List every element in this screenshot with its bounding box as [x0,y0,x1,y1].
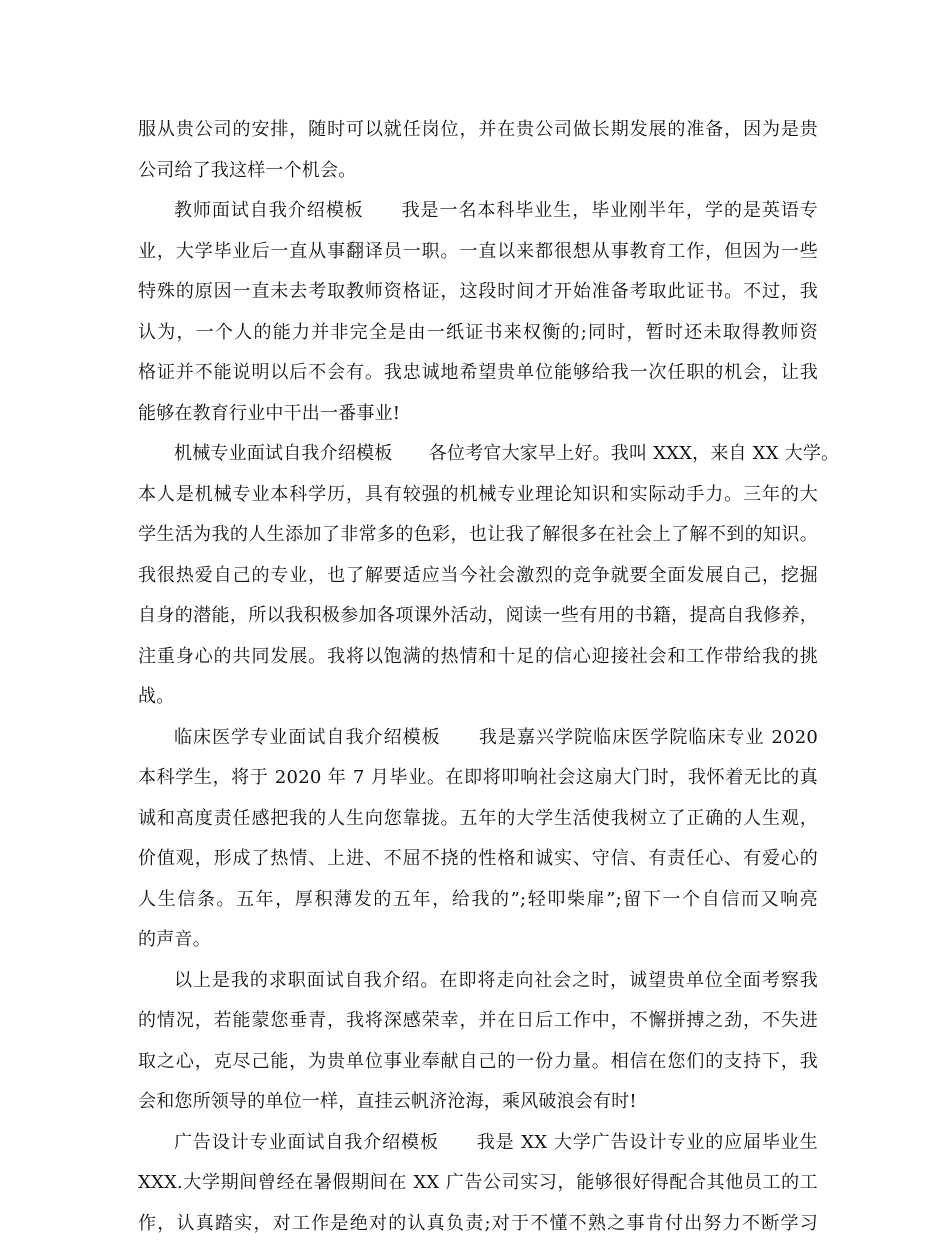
text-line: 的声音。 [138,920,818,961]
text-line: 诚和高度责任感把我的人生向您靠拢。五年的大学生活使我树立了正确的人生观， [138,799,818,840]
text-line: 自身的潜能，所以我积极参加各项课外活动，阅读一些有用的书籍，提高自我修养， [138,596,818,637]
text-line: 认为，一个人的能力并非完全是由一纸证书来权衡的;同时，暂时还未取得教师资 [138,313,818,354]
text-line: 学生活为我的人生添加了非常多的色彩，也让我了解很多在社会上了解不到的知识。 [138,515,818,556]
document-body [138,110,818,1244]
text-line: 本人是机械专业本科学历，具有较强的机械专业理论知识和实际动手力。三年的大 [138,475,818,516]
text-line: 特殊的原因一直未去考取教师资格证，这段时间才开始准备考取此证书。不过，我 [138,272,818,313]
text-line: 取之心，克尽己能，为贵单位事业奉献自己的一份力量。相信在您们的支持下，我 [138,1042,818,1083]
text-line: 我很热爱自己的专业，也了解要适应当今社会激烈的竞争就要全面发展自己，挖掘 [138,556,818,597]
text-line: 业，大学毕业后一直从事翻译员一职。一直以来都很想从事教育工作，但因为一些 [138,232,818,273]
text-line: 人生信条。五年，厚积薄发的五年，给我的”;轻叩柴扉”;留下一个自信而又响亮 [138,880,818,921]
text-line: 能够在教育行业中干出一番事业! [138,394,818,435]
text-line: 的情况，若能蒙您垂青，我将深感荣幸，并在日后工作中，不懈拼搏之劲，不失进 [138,1001,818,1042]
text-line: 公司给了我这样一个机会。 [138,151,818,192]
paragraph-first-line: 机械专业面试自我介绍模板 各位考官大家早上好。我叫 XXX，来自 XX 大学。 [138,434,818,475]
paragraph-first-line: 以上是我的求职面试自我介绍。在即将走向社会之时，诚望贵单位全面考察我 [138,961,818,1002]
paragraph-first-line: 广告设计专业面试自我介绍模板 我是 XX 大学广告设计专业的应届毕业生 [138,1123,818,1164]
paragraph-first-line: 教师面试自我介绍模板 我是一名本科毕业生，毕业刚半年，学的是英语专 [138,191,818,232]
text-line: 会和您所领导的单位一样，直挂云帆济沧海，乘风破浪会有时! [138,1082,818,1123]
text-line: 格证并不能说明以后不会有。我忠诚地希望贵单位能够给我一次任职的机会，让我 [138,353,818,394]
text-line: 作，认真踏实，对工作是绝对的认真负责;对于不懂不熟之事肯付出努力不断学习 [138,1204,818,1244]
text-line: XXX.大学期间曾经在暑假期间在 XX 广告公司实习，能够很好得配合其他员工的工 [138,1163,818,1204]
text-line: 价值观，形成了热情、上进、不屈不挠的性格和诚实、守信、有责任心、有爱心的 [138,839,818,880]
paragraph-first-line: 临床医学专业面试自我介绍模板 我是嘉兴学院临床医学院临床专业 2020 [138,718,818,759]
text-line: 服从贵公司的安排，随时可以就任岗位，并在贵公司做长期发展的准备，因为是贵 [138,110,818,151]
text-line: 注重身心的共同发展。我将以饱满的热情和十足的信心迎接社会和工作带给我的挑 [138,637,818,678]
text-line: 战。 [138,677,818,718]
text-line: 本科学生，将于 2020 年 7 月毕业。在即将叩响社会这扇大门时，我怀着无比的真 [138,758,818,799]
